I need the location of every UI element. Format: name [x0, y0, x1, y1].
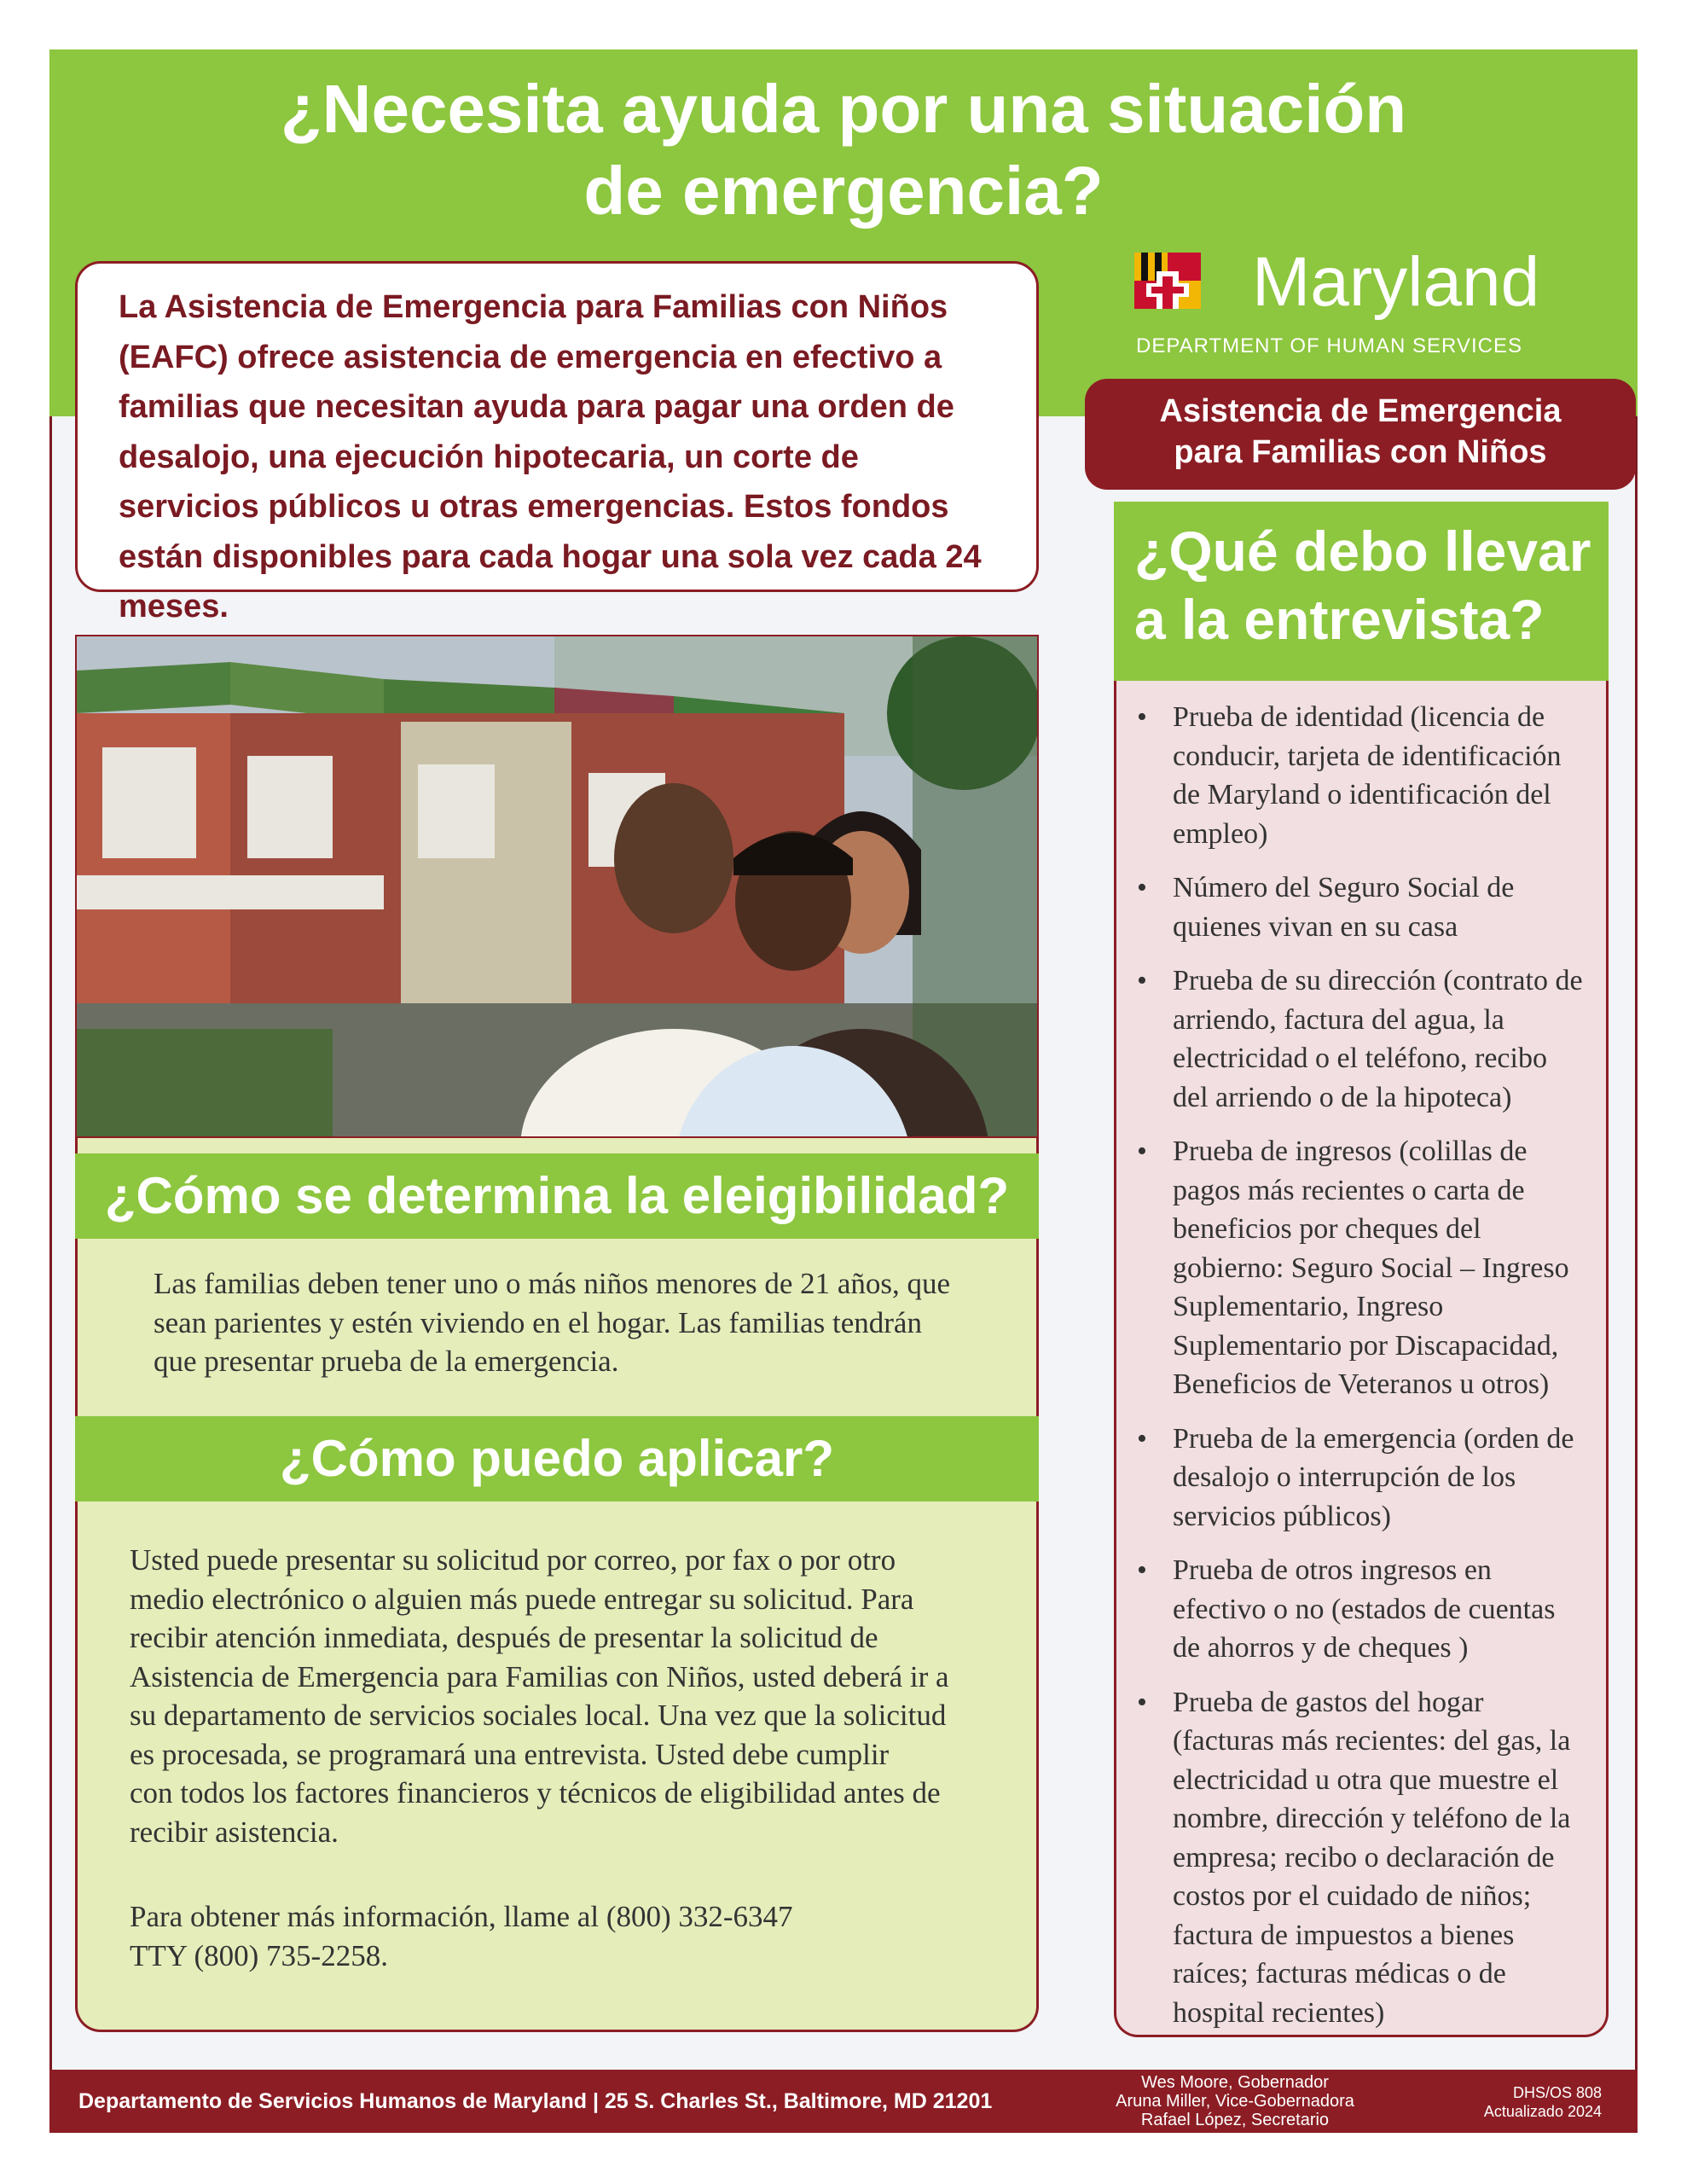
footer-address: Departamento de Servicios Humanos de Maryland | 25 S. Charles St., Baltimore, MD 21201: [78, 2089, 993, 2113]
contact-info: [130, 1897, 1017, 1975]
checklist-item: • Número del Seguro Social de quienes vivan en su casa: [1137, 868, 1589, 946]
checklist-box: [1114, 681, 1609, 2037]
bullet-icon: •: [1137, 872, 1147, 903]
bullet-icon: •: [1137, 965, 1147, 996]
checklist-item: • Prueba de identidad (licencia de conducir, tarjeta de identificación de Maryland o identificación del empleo): [1137, 698, 1589, 853]
logo-wordmark: Maryland: [1252, 243, 1540, 321]
apply-line: Asistencia de Emergencia para Familias con Niños, usted deberá ir a: [130, 1659, 949, 1693]
eligibility-line: Las familias deben tener uno o más niños menores de 21 años, que: [154, 1267, 951, 1300]
eligibility-heading: ¿Cómo se determina la eleigibilidad?: [75, 1153, 1039, 1239]
eligibility-line: que presentar prueba de la emergencia.: [154, 1345, 619, 1378]
title-line-1: ¿Necesita ayuda por una situación: [280, 71, 1407, 147]
family-photo: [75, 635, 1039, 1138]
checklist-item: • Prueba de otros ingresos en efectivo o no (estados de cuentas de ahorros y de cheques ): [1137, 1551, 1589, 1668]
apply-line: recibir atención inmediata, después de presentar la solicitud de: [130, 1621, 878, 1654]
checklist-item: • Prueba de gastos del hogar (facturas más recientes: del gas, la electricidad u otra que muestre el nombre, dirección y teléfono de la empresa; recibo o declaración de costos por el cuidado de niños; factura de impuestos a bienes raíces; facturas médicas o de hospital recientes): [1137, 1683, 1589, 2033]
program-tab-line-1: Asistencia de Emergencia: [1159, 393, 1562, 429]
page-title: [49, 68, 1638, 232]
checklist-item: • Prueba de ingresos (colillas de pagos más recientes o carta de beneficios por cheques del gobierno: Seguro Social – Ingreso Suplementario, Ingreso Suplementario por Discapacidad, Beneficios de Veteranos u otros): [1137, 1132, 1589, 1404]
program-tab-line-2: para Familias con Niños: [1174, 434, 1547, 470]
apply-line: su departamento de servicios sociales local. Una vez que la solicitud: [130, 1699, 947, 1732]
title-line-2: de emergencia?: [583, 153, 1104, 229]
bullet-icon: •: [1137, 701, 1147, 733]
checklist-heading: [1114, 502, 1609, 681]
logo-department: DEPARTMENT OF HUMAN SERVICES: [1136, 334, 1522, 357]
family-photo-illustration: [77, 636, 1037, 1136]
intro-box: La Asistencia de Emergencia para Familias con Niños (EAFC) ofrece asistencia de emergencia en efectivo a familias que necesitan ayuda para pagar una orden de desalojo, una ejecución hipotecaria, un corte de servicios públicos u otras emergencias. Estos fondos están disponibles para cada hogar una sola vez cada 24 meses.: [75, 261, 1039, 592]
official-name: Wes Moore, Gobernador: [1141, 2073, 1329, 2092]
eligibility-line: sean parientes y estén viviendo en el hogar. Las familias tendrán: [154, 1305, 922, 1339]
checklist-heading-line-2: a la entrevista?: [1134, 588, 1545, 651]
apply-heading: ¿Cómo puedo aplicar?: [75, 1416, 1039, 1502]
footer-officials: [1090, 2073, 1380, 2129]
form-number: DHS/OS 808: [1512, 2084, 1602, 2101]
program-tab: [1085, 379, 1636, 490]
checklist-item: • Prueba de la emergencia (orden de desalojo o interrupción de los servicios públicos): [1137, 1420, 1589, 1536]
apply-text: [130, 1541, 1017, 1851]
phone-line: Para obtener más información, llame al (800) 332-6347: [130, 1900, 793, 1933]
bullet-icon: •: [1137, 1554, 1147, 1586]
bullet-icon: •: [1137, 1136, 1147, 1167]
bullet-icon: •: [1137, 1422, 1147, 1455]
apply-line: Usted puede presentar su solicitud por correo, por fax o por otro: [130, 1543, 896, 1577]
official-name: Aruna Miller, Vice-Gobernadora: [1116, 2092, 1354, 2111]
apply-line: recibir asistencia.: [130, 1815, 339, 1849]
checklist-heading-line-1: ¿Qué debo llevar: [1134, 520, 1591, 583]
apply-line: es procesada, se programará una entrevista. Usted debe cumplir: [130, 1737, 890, 1771]
footer-form-id: [1448, 2083, 1602, 2121]
footer: [49, 2070, 1638, 2133]
apply-line: con todos los factores financieros y técnicos de eligibilidad antes de: [130, 1776, 941, 1809]
bullet-icon: •: [1137, 1686, 1147, 1718]
official-name: Rafael López, Secretario: [1140, 2111, 1330, 2129]
form-updated: Actualizado 2024: [1483, 2103, 1602, 2120]
maryland-flag-icon: [1134, 253, 1201, 309]
checklist-item: • Prueba de su dirección (contrato de arriendo, factura del agua, la electricidad o el teléfono, recibo del arriendo o de la hipoteca): [1137, 961, 1589, 1117]
maryland-dhs-logo: [1134, 243, 1595, 372]
checklist-list: [1137, 698, 1589, 2032]
apply-line: medio electrónico o alguien más puede entregar su solicitud. Para: [130, 1582, 914, 1616]
tty-line: TTY (800) 735-2258.: [130, 1938, 388, 1972]
eligibility-text: [154, 1264, 1023, 1381]
